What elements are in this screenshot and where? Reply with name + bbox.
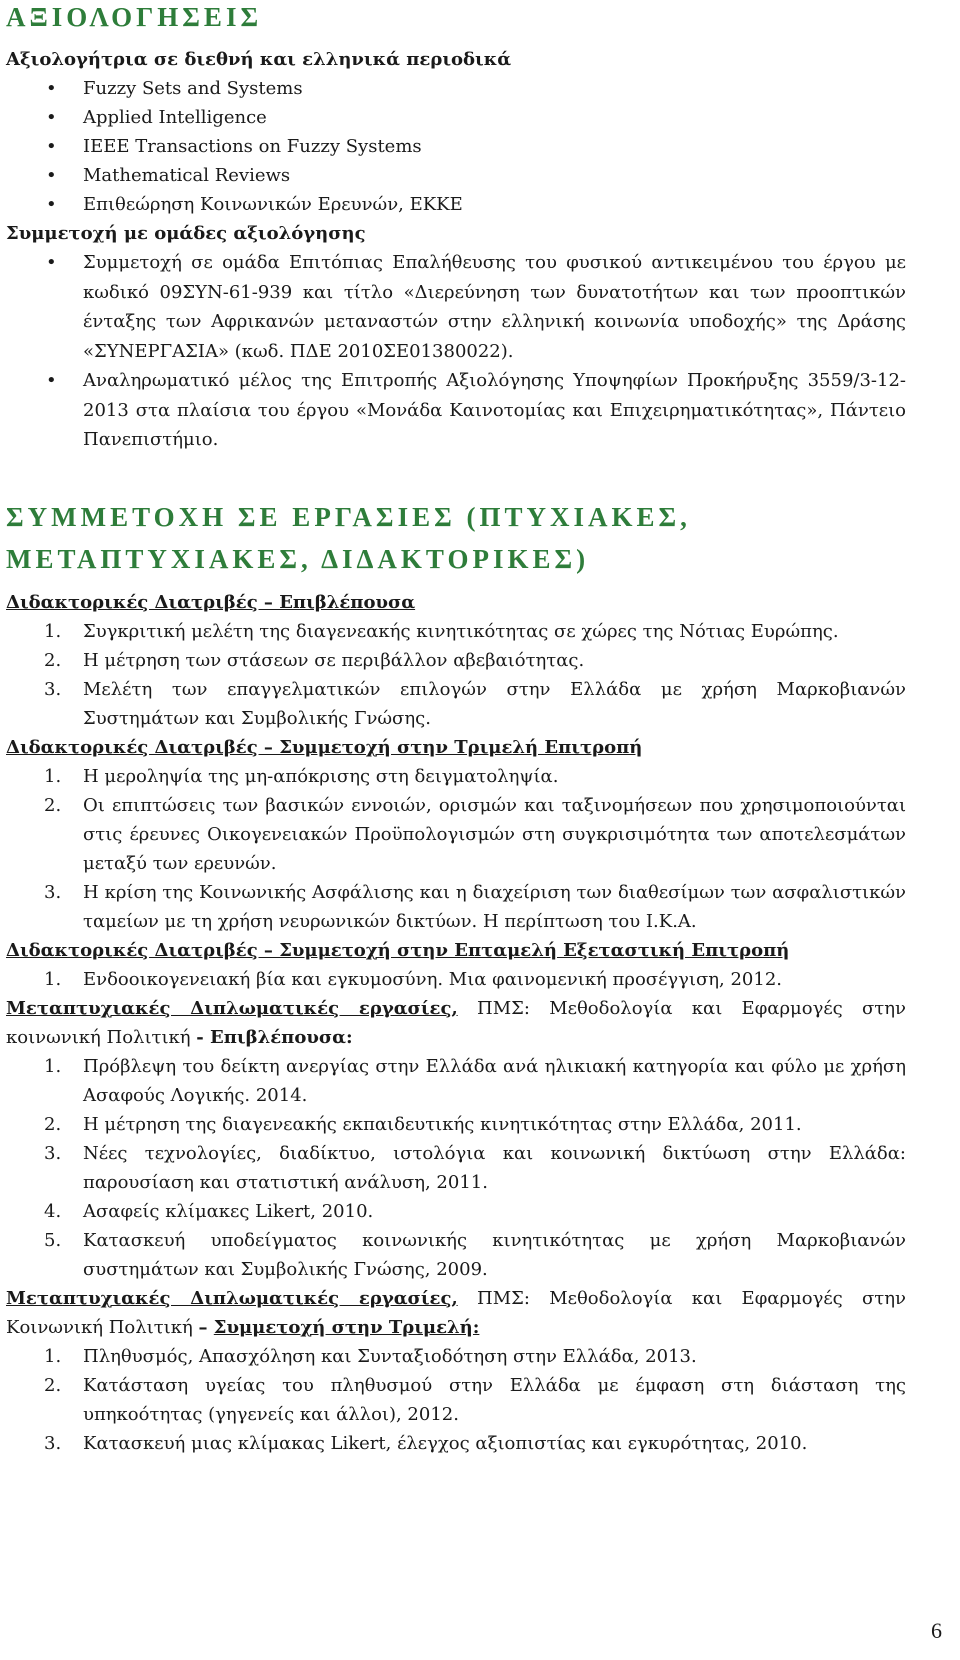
list-item: 4. Ασαφείς κλίμακες Likert, 2010. xyxy=(44,1200,374,1222)
list-item: • Applied Intelligence xyxy=(6,103,906,132)
subheading-phd-supervisor: Διδακτορικές Διατριβές – Επιβλέπουσα xyxy=(6,591,416,613)
bullet-icon: • xyxy=(46,252,57,273)
bullet-icon: • xyxy=(46,370,57,391)
msc-three-member-heading: Μεταπτυχιακές Διπλωματικές εργασίες, ΠΜΣ: Μεθοδολογία και Εφαρμογές στην Κοινωνική Πολιτική – Συμμετοχή στην Τριμελή: xyxy=(6,1287,906,1338)
phd-seven-member-list xyxy=(6,965,906,994)
journal-list xyxy=(6,74,906,219)
list-item: • Fuzzy Sets and Systems xyxy=(6,74,906,103)
list-item: 5. Κατασκευή υποδείγματος κοινωνικής κινητικότητας με χρήση Μαρκοβιανών συστημάτων και Συμβολικής Γνώσης, 2009. xyxy=(44,1229,906,1280)
list-item: • Αναληρωματικό μέλος της Επιτροπής Αξιολόγησης Υποψηφίων Προκήρυξης 3559/3-12-2013 στα πλαίσια του έργου «Μονάδα Καινοτομίας και Επιχειρηματικότητας», Πάντειο Πανεπιστήμιο. xyxy=(6,366,906,455)
section-title-theses: ΣΥΜΜΕΤΟΧΗ ΣΕ ΕΡΓΑΣΙΕΣ (ΠΤΥΧΙΑΚΕΣ, ΜΕΤΑΠΤΥΧΙΑΚΕΣ, ΔΙΔΑΚΤΟΡΙΚΕΣ) xyxy=(6,501,691,574)
list-item: 1. Πληθυσμός, Απασχόληση και Συνταξιοδότηση στην Ελλάδα, 2013. xyxy=(44,1345,697,1367)
document-page xyxy=(6,0,906,1458)
list-item: 2. Οι επιπτώσεις των βασικών εννοιών, ορισμών και ταξινομήσεων που χρησιμοποιούνται στις έρευνες Οικογενειακών Προϋπολογισμών στη συγκρισιμότητα των αποτελεσμάτων μεταξύ των ερευνών. xyxy=(44,794,906,874)
list-item: 1. Πρόβλεψη του δείκτη ανεργίας στην Ελλάδα ανά ηλικιακή κατηγορία και φύλο με χρήση Ασαφούς Λογικής. 2014. xyxy=(44,1055,906,1106)
list-item: • Mathematical Reviews xyxy=(6,161,906,190)
bullet-icon: • xyxy=(46,136,57,157)
list-item: • IEEE Transactions on Fuzzy Systems xyxy=(6,132,906,161)
list-item: 3. Μελέτη των επαγγελματικών επιλογών στην Ελλάδα με χρήση Μαρκοβιανών Συστημάτων και Συμβολικής Γνώσης. xyxy=(44,678,906,729)
subheading-phd-seven-member: Διδακτορικές Διατριβές – Συμμετοχή στην Επταμελή Εξεταστική Επιτροπή xyxy=(6,939,790,961)
list-item: 1. Η μεροληψία της μη-απόκρισης στη δειγματοληψία. xyxy=(44,765,559,787)
msc-supervisor-list xyxy=(6,1052,906,1284)
list-item: 3. Η κρίση της Κοινωνικής Ασφάλισης και η διαχείριση των διαθεσίμων των ασφαλιστικών ταμείων με τη χρήση νευρωνικών δικτύων. Η περίπτωση του Ι.Κ.Α. xyxy=(44,881,906,932)
list-item: 1. Ενδοοικογενειακή βία και εγκυμοσύνη. Μια φαινομενική προσέγγιση, 2012. xyxy=(44,968,783,990)
subheading-evaluation-groups: Συμμετοχή με ομάδες αξιολόγησης xyxy=(6,223,366,244)
evaluation-group-list xyxy=(6,248,906,455)
list-item: 3. Νέες τεχνολογίες, διαδίκτυο, ιστολόγια και κοινωνική δικτύωση στην Ελλάδα: παρουσίαση και στατιστική ανάλυση, 2011. xyxy=(44,1142,906,1193)
list-item: 1. Συγκριτική μελέτη της διαγενεακής κινητικότητας σε χώρες της Νότιας Ευρώπης. xyxy=(44,620,839,642)
phd-three-member-list xyxy=(6,762,906,936)
section-title-evaluations: ΑΞΙΟΛΟΓΗΣΕΙΣ xyxy=(6,2,263,32)
list-item: 3. Κατασκευή μιας κλίμακας Likert, έλεγχος αξιοπιστίας και εγκυρότητας, 2010. xyxy=(44,1432,808,1454)
list-item: 2. Κατάσταση υγείας του πληθυσμού στην Ελλάδα με έμφαση στη διάσταση της υπηκοότητας (γηγενείς και άλλοι), 2012. xyxy=(44,1374,906,1425)
list-item: • Συμμετοχή σε ομάδα Επιτόπιας Επαλήθευσης του φυσικού αντικειμένου του έργου με κωδικό 09ΣΥΝ-61-939 και τίτλο «Διερεύνηση των δυνατοτήτων και των προοπτικών ένταξης των Αφρικανών μεταναστών στην ελληνική κοινωνία υποδοχής» της Δράσης «ΣΥΝΕΡΓΑΣΙΑ» (κωδ. ΠΔΕ 2010ΣΕ01380022). xyxy=(6,248,906,366)
msc-supervisor-heading: Μεταπτυχιακές Διπλωματικές εργασίες, ΠΜΣ: Μεθοδολογία και Εφαρμογές στην κοινωνική Πολιτική - Επιβλέπουσα: xyxy=(6,997,906,1048)
bullet-icon: • xyxy=(46,194,57,215)
bullet-icon: • xyxy=(46,165,57,186)
msc-three-member-list xyxy=(6,1342,906,1458)
bullet-icon: • xyxy=(46,78,57,99)
list-item: • Επιθεώρηση Κοινωνικών Ερευνών, ΕΚΚΕ xyxy=(6,190,906,219)
bullet-icon: • xyxy=(46,107,57,128)
subheading-journal-reviewer: Αξιολογήτρια σε διεθνή και ελληνικά περιοδικά xyxy=(6,49,512,70)
page-number: 6 xyxy=(931,1618,942,1643)
list-item: 2. Η μέτρηση της διαγενεακής εκπαιδευτικής κινητικότητας στην Ελλάδα, 2011. xyxy=(44,1113,802,1135)
subheading-phd-three-member: Διδακτορικές Διατριβές – Συμμετοχή στην Τριμελή Επιτροπή xyxy=(6,736,643,758)
list-item: 2. Η μέτρηση των στάσεων σε περιβάλλον αβεβαιότητας. xyxy=(44,649,585,671)
phd-supervisor-list xyxy=(6,617,906,733)
